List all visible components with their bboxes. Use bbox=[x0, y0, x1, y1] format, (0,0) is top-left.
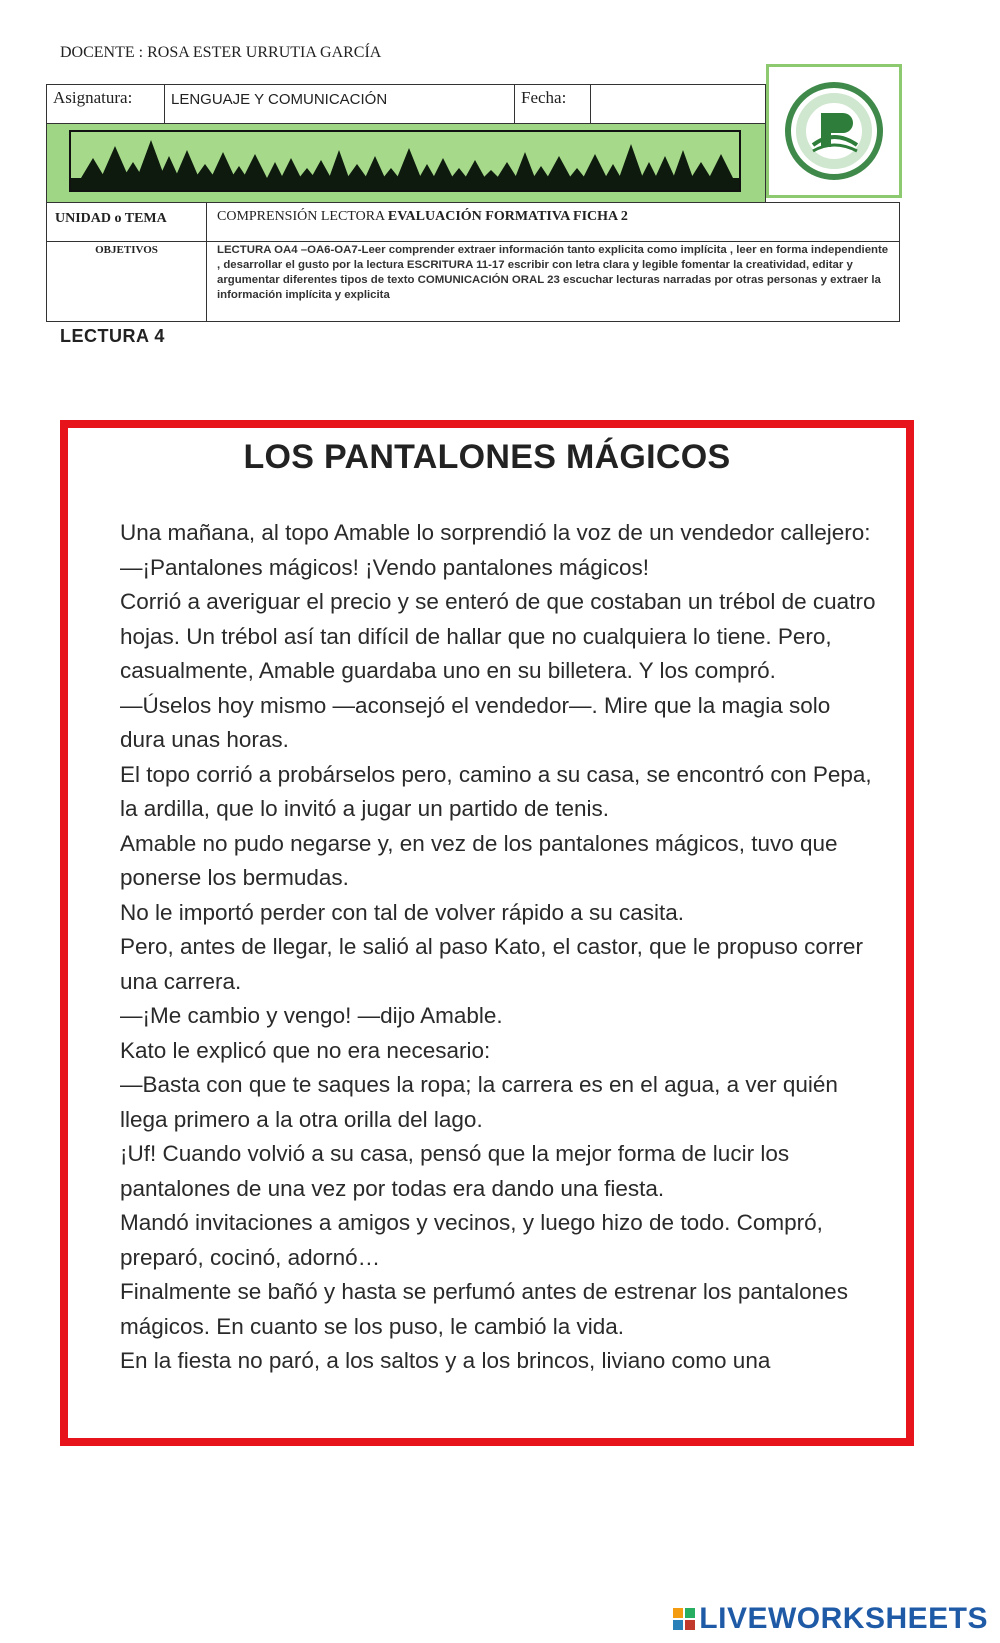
objetivos-value: LECTURA OA4 –OA6-OA7-Leer comprender extraer información tanto explicita como implícita , leer en forma independiente , desarrollar el gusto por la lectura ESCRITURA 11-17 escribir con letra clara y legible fomentar la creatividad, editar y argumentar diferentes tipos de texto COMUNICACIÓN ORAL 23 escuchar lecturas narradas por otras personas y extraer la información implícita y explicita bbox=[217, 244, 889, 301]
story-paragraph: —¡Me cambio y vengo! —dijo Amable. bbox=[120, 1003, 503, 1028]
story-paragraph: Mandó invitaciones a amigos y vecinos, y luego hizo de todo. Compró, preparó, cocinó, adornó… bbox=[120, 1210, 823, 1270]
story-paragraph: —Basta con que te saques la ropa; la carrera es en el agua, a ver quién llega primero a la otra orilla del lago. bbox=[120, 1072, 838, 1132]
story-paragraph: ¡Uf! Cuando volvió a su casa, pensó que la mejor forma de lucir los pantalones de una vez por todas era dando una fiesta. bbox=[120, 1141, 790, 1201]
lectura-label: LECTURA 4 bbox=[60, 326, 165, 346]
header-row-asignatura bbox=[46, 84, 766, 124]
story-title: LOS PANTALONES MÁGICOS bbox=[243, 438, 731, 476]
school-logo bbox=[766, 64, 902, 198]
fecha-label: Fecha: bbox=[515, 85, 591, 123]
forest-banner bbox=[46, 124, 766, 202]
story-paragraph: No le importó perder con tal de volver rápido a su casita. bbox=[120, 899, 685, 925]
fecha-field[interactable] bbox=[591, 85, 765, 123]
story-paragraph: Una mañana, al topo Amable lo sorprendió la voz de un vendedor callejero: bbox=[120, 520, 871, 545]
forest-silhouette bbox=[69, 130, 741, 192]
story-paragraph: Corrió a averiguar el precio y se enteró de que costaban un trébol de cuatro hojas. Un trébol así tan difícil de hallar que no cualquiera lo tiene. Pero, casualmente, Amable guardaba uno en su billetera. Y los compró. bbox=[120, 589, 876, 683]
trees-image bbox=[71, 132, 739, 190]
story-paragraph: Kato le explicó que no era necesario: bbox=[120, 1037, 491, 1063]
story-frame bbox=[60, 420, 914, 1446]
story-paragraph: —Úselos hoy mismo —aconsejó el vendedor—. Mire que la magia solo dura unas horas. bbox=[120, 692, 831, 752]
story-paragraph: Pero, antes de llegar, le salió al paso Kato, el castor, que le propuso correr una carrera. bbox=[120, 934, 863, 994]
asignatura-value: LENGUAJE Y COMUNICACIÓN bbox=[165, 85, 515, 123]
unidad-label: UNIDAD o TEMA bbox=[47, 203, 207, 241]
unidad-value bbox=[207, 203, 638, 241]
brand-text: LIVEWORKSHEETS bbox=[699, 1602, 988, 1635]
unidad-value-bold: EVALUACIÓN FORMATIVA FICHA 2 bbox=[387, 209, 628, 224]
asignatura-label: Asignatura: bbox=[47, 85, 165, 123]
liveworksheets-logo-icon bbox=[673, 1608, 695, 1630]
school-logo-image bbox=[769, 67, 899, 195]
docente-line: DOCENTE : ROSA ESTER URRUTIA GARCÍA bbox=[60, 44, 382, 61]
header-row-objetivos bbox=[46, 242, 900, 322]
liveworksheets-brand[interactable] bbox=[673, 1602, 988, 1636]
story-paragraph: Amable no pudo negarse y, en vez de los pantalones mágicos, tuvo que ponerse los bermudas. bbox=[120, 830, 838, 890]
story-paragraph: Finalmente se bañó y hasta se perfumó antes de estrenar los pantalones mágicos. En cuanto se los puso, le cambió la vida. bbox=[120, 1279, 848, 1339]
header-row-unidad bbox=[46, 202, 900, 242]
objetivos-label: OBJETIVOS bbox=[47, 242, 207, 321]
story-paragraph: El topo corrió a probárselos pero, camino a su casa, se encontró con Pepa, la ardilla, que lo invitó a jugar un partido de tenis. bbox=[120, 761, 872, 821]
unidad-value-plain: COMPRENSIÓN LECTORA bbox=[217, 209, 388, 224]
story-paragraph: En la fiesta no paró, a los saltos y a los brincos, liviano como una bbox=[120, 1348, 771, 1373]
story-paragraph: —¡Pantalones mágicos! ¡Vendo pantalones mágicos! bbox=[120, 554, 650, 580]
story-body bbox=[120, 516, 880, 1379]
